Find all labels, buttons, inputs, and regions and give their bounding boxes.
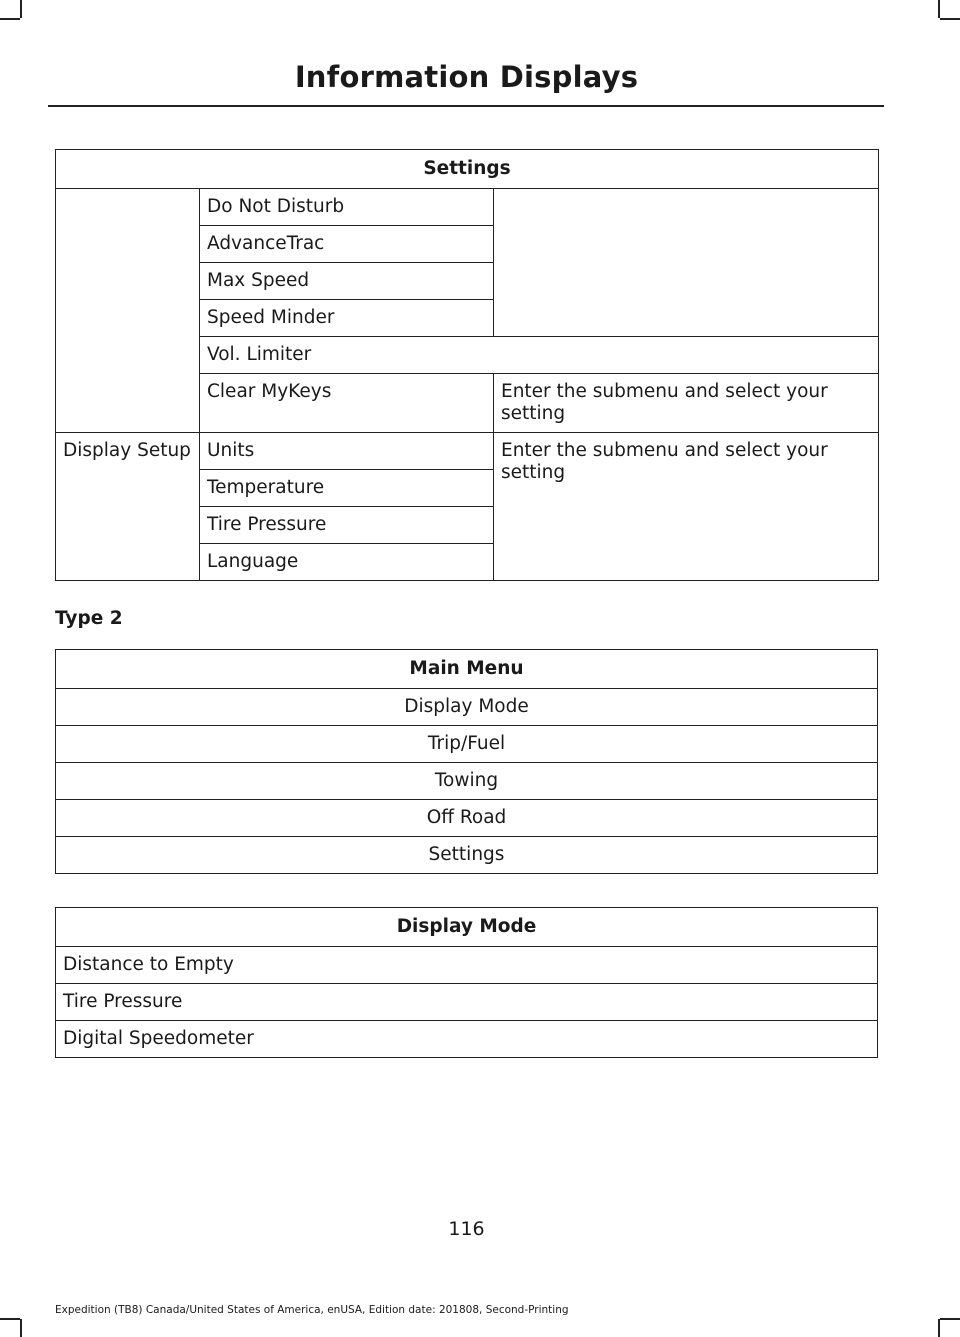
settings-table-title: Settings bbox=[56, 150, 879, 189]
table-row: Trip/Fuel bbox=[56, 726, 878, 763]
crop-mark bbox=[20, 1319, 22, 1337]
table-row: Distance to Empty bbox=[56, 947, 878, 984]
header-divider bbox=[48, 105, 884, 107]
main-menu-table bbox=[55, 649, 878, 874]
table-row: Towing bbox=[56, 763, 878, 800]
crop-mark bbox=[0, 18, 20, 20]
crop-mark bbox=[938, 1319, 940, 1337]
table-cell-empty bbox=[56, 189, 200, 433]
table-cell: Clear MyKeys bbox=[200, 374, 494, 433]
table-cell: Enter the submenu and select your setting bbox=[494, 433, 879, 581]
table-row: Off Road bbox=[56, 800, 878, 837]
display-mode-table-title: Display Mode bbox=[56, 908, 878, 947]
table-cell: AdvanceTrac bbox=[200, 226, 494, 263]
table-cell: Speed Minder bbox=[200, 300, 494, 337]
table-cell: Max Speed bbox=[200, 263, 494, 300]
table-cell: Vol. Limiter bbox=[200, 337, 879, 374]
table-row: Digital Speedometer bbox=[56, 1021, 878, 1058]
crop-mark bbox=[938, 0, 940, 18]
section-heading: Type 2 bbox=[55, 608, 123, 629]
table-cell-empty bbox=[494, 189, 879, 337]
edition-footer: Expedition (TB8) Canada/United States of America, enUSA, Edition date: 201808, Second-Printing bbox=[55, 1304, 569, 1316]
table-cell: Display Setup bbox=[56, 433, 200, 581]
table-cell: Temperature bbox=[200, 470, 494, 507]
table-cell: Units bbox=[200, 433, 494, 470]
crop-mark bbox=[0, 1318, 20, 1320]
table-cell: Tire Pressure bbox=[200, 507, 494, 544]
crop-mark bbox=[940, 1318, 960, 1320]
display-mode-table bbox=[55, 907, 878, 1058]
table-row: Tire Pressure bbox=[56, 984, 878, 1021]
crop-mark bbox=[20, 0, 22, 18]
table-cell: Language bbox=[200, 544, 494, 581]
page-number: 116 bbox=[448, 1218, 485, 1240]
table-row: Settings bbox=[56, 837, 878, 874]
page-title: Information Displays bbox=[294, 60, 639, 94]
crop-mark bbox=[940, 18, 960, 20]
settings-table bbox=[55, 149, 879, 581]
main-menu-table-title: Main Menu bbox=[56, 650, 878, 689]
table-row: Display Mode bbox=[56, 689, 878, 726]
table-cell: Do Not Disturb bbox=[200, 189, 494, 226]
table-cell: Enter the submenu and select your setting bbox=[494, 374, 879, 433]
